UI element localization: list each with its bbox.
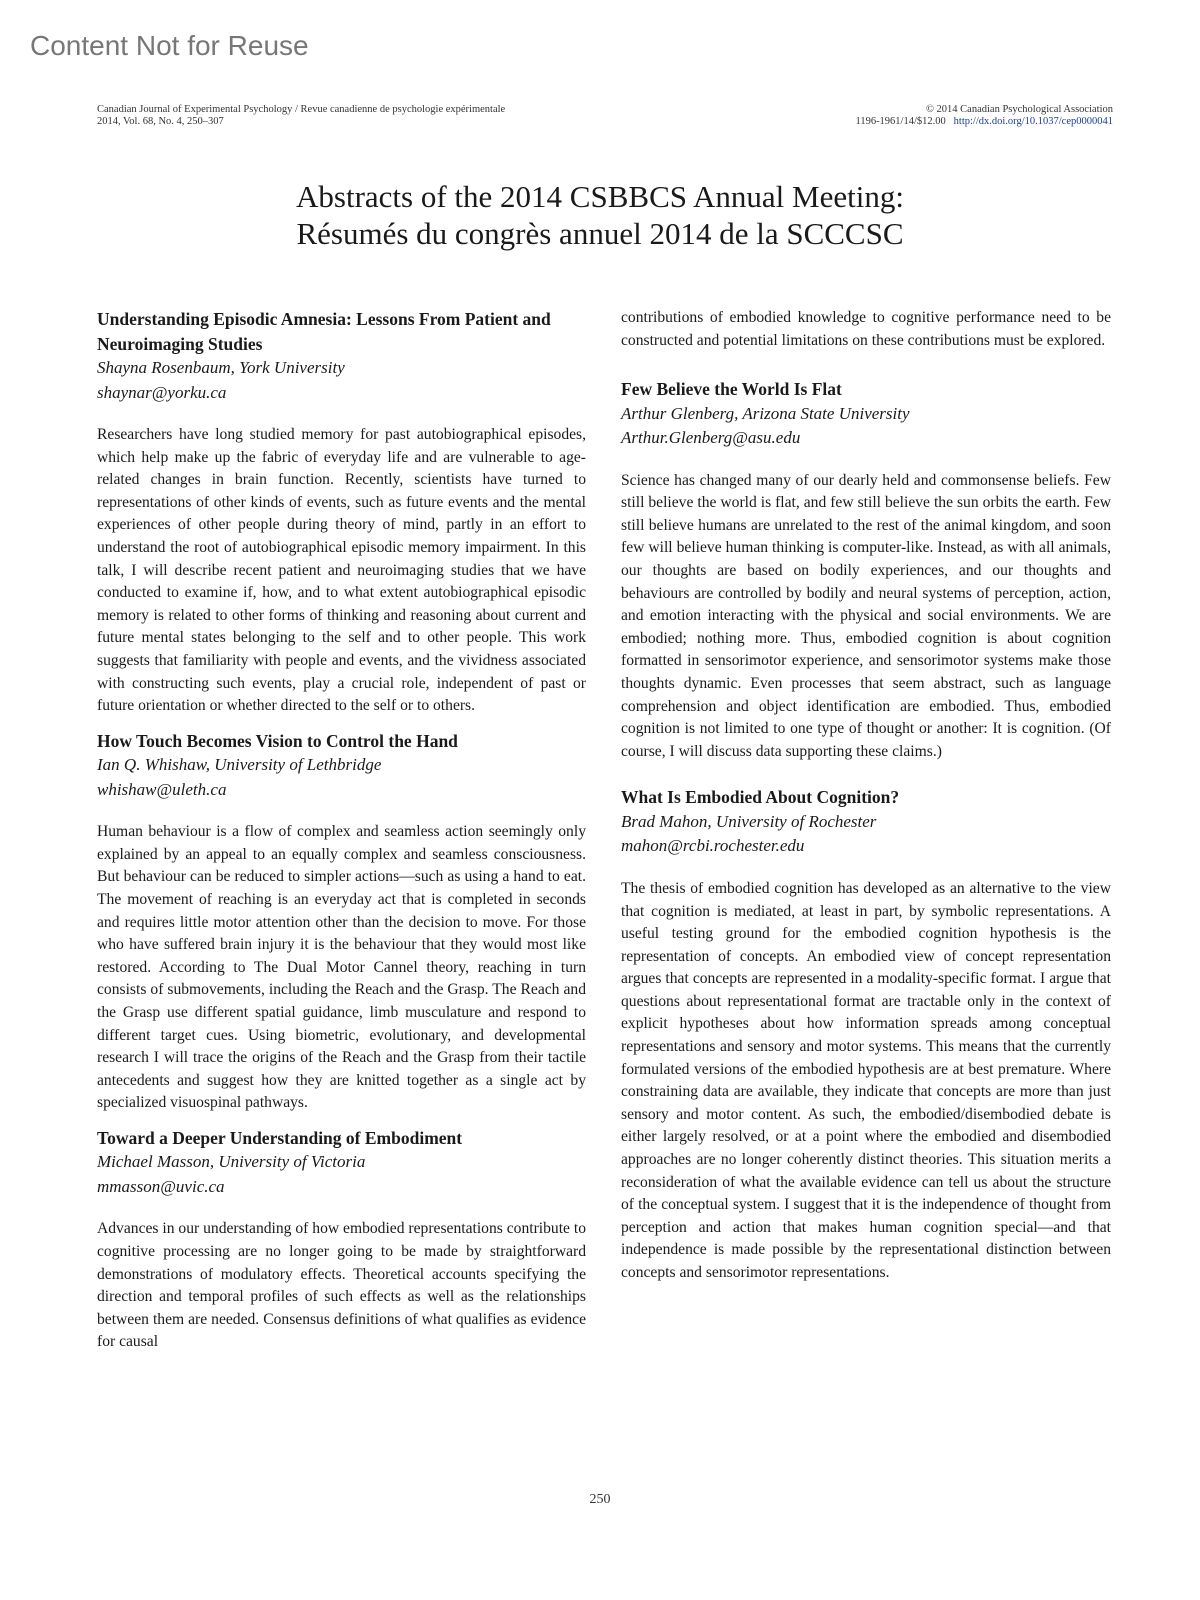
abstract-body: The thesis of embodied cognition has developed as an alternative to the view that cognition is mediated, at least in part, by symbolic representations. A useful testing ground for the embodied cognition hypothesis is the representation of concepts. An embodied view of concept representation argues that concepts are represented in a modality-specific format. I argue that questions about representational format are tractable only in the context of explicit hypotheses about how information spreads among conceptual representations and sensory and motor systems. This means that the currently formulated versions of the embodied hypothesis are at best premature. Where constraining data are available, they indicate that concepts are more than just sensory and motor content. As such, the embodied/disembodied debate is either largely resolved, or at a point where the embodied and disembodied approaches are no longer coherently distinct theories. This situation merits a reconsideration of what the available evidence can tell us about the structure of the conceptual system. I suggest that it is the independence of thought from perception and action that makes human cognition special—and that independence is made possible by the representational distinction between concepts and sensorimotor representations.	[621, 879, 1111, 1281]
title-french: Résumés du congrès annuel 2014 de la SCCCSC	[296, 216, 904, 251]
journal-citation: 2014, Vol. 68, No. 4, 250–307	[97, 116, 224, 127]
page-number: 250	[589, 1492, 611, 1507]
issn-doi-line	[855, 116, 1113, 128]
abstract-body: Science has changed many of our dearly held and commonsense beliefs. Few still believe the world is flat, and few still believe the sun orbits the earth. Few still believe humans are unrelated to the rest of the animal kingdom, and soon few will believe human thinking is computer-like. Instead, as with all animals, our thoughts are based on bodily experiences, and our thoughts and behaviours are controlled by bodily and neural systems of perception, action, and emotion interacting with the physical and social environments. We are embodied; nothing more. Thus, embodied cognition is about cognition formatted in sensorimotor experience, and sensorimotor systems make those thoughts dynamic. Even processes that seem abstract, such as language comprehension and object identification are embodied. Thus, embodied cognition is not limited to one type of thought or another: It is cognition. (Of course, I will discuss data supporting these claims.)	[621, 471, 1111, 760]
abstract-body: Advances in our understanding of how embodied representations contribute to cognitive processing are no longer going to be made by straightforward demonstrations of modulatory effects. Theoretical accounts specifying the direction and temporal profiles of such effects as well as the relationships between them are needed. Consensus definitions of what qualifies as evidence for causal	[97, 1220, 586, 1351]
doi-link[interactable]: http://dx.doi.org/10.1037/cep0000041	[953, 116, 1113, 127]
journal-name: Canadian Journal of Experimental Psychology / Revue canadienne de psychologie expérimentale	[97, 104, 506, 115]
abstract-email: mmasson@uvic.ca	[97, 1176, 225, 1196]
abstract-author: Arthur Glenberg, Arizona State University	[621, 403, 910, 423]
abstract-title: Toward a Deeper Understanding of Embodiment	[97, 1127, 463, 1148]
abstract-body: Human behaviour is a flow of complex and seamless action seemingly only explained by an appeal to an equally complex and seamless consciousness. But behaviour can be reduced to simpler actions—such as using a hand to eat. The movement of reaching is an everyday act that is completed in seconds and requires little motor attention other than the decision to move. For those who have suffered brain injury it is the behaviour that they would most like restored. According to The Dual Motor Cannel theory, reaching in turn consists of submovements, including the Reach and the Grasp. The Reach and the Grasp use different spatial guidance, limb musculature and respond to different target cues. Using biometric, evolutionary, and developmental research I will trace the origins of the Reach and the Grasp from their tactile antecedents and suggest how they are knitted together as a single act by specialized visuospinal pathways.	[97, 823, 586, 1112]
abstract-title: Understanding Episodic Amnesia: Lessons From Patient and Neuroimaging Studies	[97, 309, 551, 354]
abstract	[621, 785, 1111, 1284]
abstract-title: What Is Embodied About Cognition?	[621, 787, 900, 808]
abstract-body: Researchers have long studied memory for past autobiographical episodes, which help make up the fabric of everyday life and are vulnerable to age-related changes in brain function. Recently, scientists have turned to representations of other kinds of events, such as future events and the mental experiences of other people during theory of mind, partly in an effort to understand the root of autobiographical episodic memory impairment. In this talk, I will describe recent patient and neuroimaging studies that we have conducted to examine if, how, and to what extent autobiographical episodic memory is related to other forms of thinking and reasoning about current and future mental states belonging to the self and to other people. This work suggests that familiarity with people and events, and the vividness associated with constructing such events, play a crucial role, independent of past or future orientation or whether directed to the self or to others.	[97, 426, 586, 715]
journal-header	[97, 104, 505, 128]
abstract-author: Brad Mahon, University of Rochester	[621, 811, 877, 831]
abstract-title: Few Believe the World Is Flat	[621, 379, 842, 400]
title-english: Abstracts of the 2014 CSBBCS Annual Meeting:	[296, 179, 904, 214]
abstract	[97, 729, 586, 1115]
right-column	[621, 307, 1111, 1296]
issn: 1196-1961/14/$12.00	[855, 116, 946, 127]
copyright-line: © 2014 Canadian Psychological Association	[925, 104, 1113, 115]
abstract-author: Michael Masson, University of Victoria	[97, 1152, 366, 1172]
abstract-email: Arthur.Glenberg@asu.edu	[621, 428, 801, 448]
watermark: Content Not for Reuse	[30, 30, 309, 61]
page-title	[0, 178, 1200, 252]
abstract	[97, 307, 586, 718]
abstract	[97, 1126, 586, 1354]
abstract-email: shaynar@yorku.ca	[97, 382, 227, 402]
abstract	[621, 377, 1111, 763]
left-column	[97, 307, 586, 1365]
abstract-email: mahon@rcbi.rochester.edu	[621, 836, 805, 856]
abstract-title: How Touch Becomes Vision to Control the Hand	[97, 730, 458, 751]
copyright-header	[855, 104, 1113, 128]
abstract-continuation: contributions of embodied knowledge to cognitive performance need to be constructed and potential limitations on these contributions must be explored.	[621, 309, 1111, 349]
abstract-author: Ian Q. Whishaw, University of Lethbridge	[97, 755, 382, 775]
abstract-author: Shayna Rosenbaum, York University	[97, 358, 345, 377]
abstract-email: whishaw@uleth.ca	[97, 779, 227, 799]
